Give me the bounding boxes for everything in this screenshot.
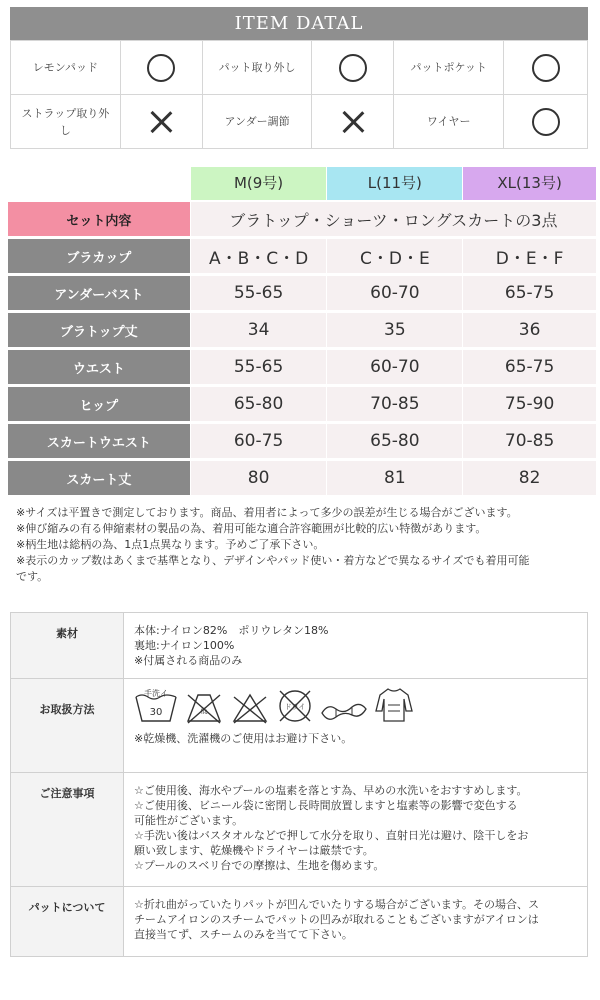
feature-mark <box>312 95 394 149</box>
hand-wash-text: 手洗イ <box>144 689 168 698</box>
pad-value <box>124 887 588 956</box>
row-value: C・D・E <box>327 239 462 273</box>
row-value: 60-70 <box>327 276 462 310</box>
row-value: 65-80 <box>327 424 462 458</box>
feature-mark <box>312 41 394 95</box>
size-l-header: L(11号) <box>327 167 462 200</box>
hand-wash-temp: 30 <box>149 707 163 718</box>
iron-temp-text: 低 <box>200 707 208 715</box>
row-label: スカート丈 <box>8 461 190 495</box>
feature-row <box>11 41 588 95</box>
row-label: ウエスト <box>8 350 190 384</box>
table-row <box>8 424 596 458</box>
feature-label: パットポケット <box>394 41 504 95</box>
row-value: 70-85 <box>327 387 462 421</box>
set-value: ブラトップ・ショーツ・ロングスカートの3点 <box>191 202 596 236</box>
size-m-header: M(9号) <box>191 167 327 200</box>
note-line: ※サイズは平置きで測定しております。商品、着用者によって多少の誤差が生じる場合がございます。 <box>16 506 518 519</box>
hand-wring-icon <box>320 697 368 725</box>
care-row <box>10 679 588 773</box>
table-row <box>8 350 596 384</box>
note-line: ※伸び縮みの有る伸縮素材の製品の為、着用可能な適合許容範囲が比較的広い特徴があります。 <box>16 522 487 535</box>
feature-label: レモンパッド <box>11 41 121 95</box>
item-data-header <box>10 7 588 40</box>
note-line: ※表示のカップ数はあくまで基準となり、デザインやパッド使い・着方などで異なるサイズでも着用可能 <box>16 554 530 567</box>
material-value <box>124 613 588 678</box>
size-table <box>8 167 596 498</box>
care-value <box>124 679 588 772</box>
circle-icon <box>532 108 560 136</box>
care-icons <box>134 685 579 725</box>
row-value: 55-65 <box>191 276 327 310</box>
material-label: 素材 <box>10 613 124 678</box>
caution-line: ☆手洗い後はバスタオルなどで押して水分を取り、直射日光は避け、陰干しをお <box>134 829 529 842</box>
table-row <box>8 387 596 421</box>
dry-clean-text: ドライ <box>284 703 306 711</box>
hand-wash-30-icon <box>134 689 178 725</box>
row-value: 34 <box>191 313 327 347</box>
row-value: 80 <box>191 461 327 495</box>
row-label: アンダーバスト <box>8 276 190 310</box>
row-value: 65-80 <box>191 387 327 421</box>
circle-icon <box>532 54 560 82</box>
row-value: 65-75 <box>463 350 596 384</box>
no-bleach-icon <box>184 691 224 725</box>
row-value: 35 <box>327 313 462 347</box>
flat-dry-icon <box>374 685 414 725</box>
row-value: 36 <box>463 313 596 347</box>
feature-mark <box>504 95 588 149</box>
row-label: ブラカップ <box>8 239 190 273</box>
feature-mark <box>121 95 203 149</box>
no-tumble-dry-icon <box>230 691 270 725</box>
row-label: ヒップ <box>8 387 190 421</box>
pad-line: ☆折れ曲がっていたりパットが凹んでいたりする場合がございます。その場合、ス <box>134 898 539 911</box>
row-value: 82 <box>463 461 596 495</box>
table-row <box>8 313 596 347</box>
row-value: 81 <box>327 461 462 495</box>
table-row <box>8 239 596 273</box>
feature-grid <box>10 40 588 149</box>
feature-label: ワイヤー <box>394 95 504 149</box>
table-row <box>8 461 596 495</box>
set-label: セット内容 <box>8 202 190 236</box>
table-row <box>8 276 596 310</box>
caution-label: ご注意事項 <box>10 773 124 886</box>
row-value: 65-75 <box>463 276 596 310</box>
caution-line: 可能性がございます。 <box>134 814 244 827</box>
caution-row <box>10 773 588 887</box>
caution-line: 願い致します、乾燥機やドライヤーは厳禁です。 <box>134 844 374 857</box>
dry-clean-icon <box>276 687 314 725</box>
row-value: A・B・C・D <box>191 239 327 273</box>
pad-row <box>10 887 588 957</box>
note-line: ※柄生地は総柄の為、1点1点異なります。予めご了承下さい。 <box>16 538 325 551</box>
row-value: 75-90 <box>463 387 596 421</box>
caution-line: ☆プールのスベリ台での摩擦は、生地を傷めます。 <box>134 859 385 872</box>
row-value: 60-70 <box>327 350 462 384</box>
row-label: スカートウエスト <box>8 424 190 458</box>
material-row <box>10 613 588 679</box>
header-title: ITEM DATAL <box>234 13 364 34</box>
size-header-row <box>8 167 596 200</box>
circle-icon <box>339 54 367 82</box>
cross-icon <box>341 110 365 134</box>
care-note: ※乾燥機、洗濯機のご使用はお避け下さい。 <box>134 732 353 745</box>
note-line: です。 <box>16 570 49 583</box>
caution-line: ☆ご使用後、海水やプールの塩素を落とす為、早めの水洗いをおすすめします。 <box>134 784 528 797</box>
feature-mark <box>121 41 203 95</box>
row-value: 70-85 <box>463 424 596 458</box>
material-line: ※付属される商品のみ <box>134 654 243 667</box>
caution-value <box>124 773 588 886</box>
feature-mark <box>504 41 588 95</box>
pad-line: チームアイロンのスチームでパットの凹みが取れることもございますがアイロンは <box>134 913 539 926</box>
pad-line: 直接当てず、スチームのみを当てて下さい。 <box>134 928 353 941</box>
cross-icon <box>149 110 173 134</box>
care-label: お取扱方法 <box>10 679 124 772</box>
pad-label: パットについて <box>10 887 124 956</box>
material-line: 本体:ナイロン82% ポリウレタン18% <box>134 624 329 637</box>
row-label: ブラトップ丈 <box>8 313 190 347</box>
row-value: 60-75 <box>191 424 327 458</box>
circle-icon <box>147 54 175 82</box>
size-header-spacer <box>8 167 190 200</box>
set-row <box>8 202 596 236</box>
feature-label: パット取り外し <box>203 41 313 95</box>
size-notes <box>16 505 586 585</box>
material-line: 裏地:ナイロン100% <box>134 639 235 652</box>
material-table <box>10 612 588 957</box>
feature-label: アンダー調節 <box>203 95 313 149</box>
caution-line: ☆ご使用後、ビニール袋に密閉し長時間放置しますと塩素等の影響で変色する <box>134 799 518 812</box>
feature-label: ストラップ取り外し <box>11 95 121 149</box>
feature-row <box>11 95 588 149</box>
size-xl-header: XL(13号) <box>463 167 596 200</box>
row-value: 55-65 <box>191 350 327 384</box>
row-value: D・E・F <box>463 239 596 273</box>
